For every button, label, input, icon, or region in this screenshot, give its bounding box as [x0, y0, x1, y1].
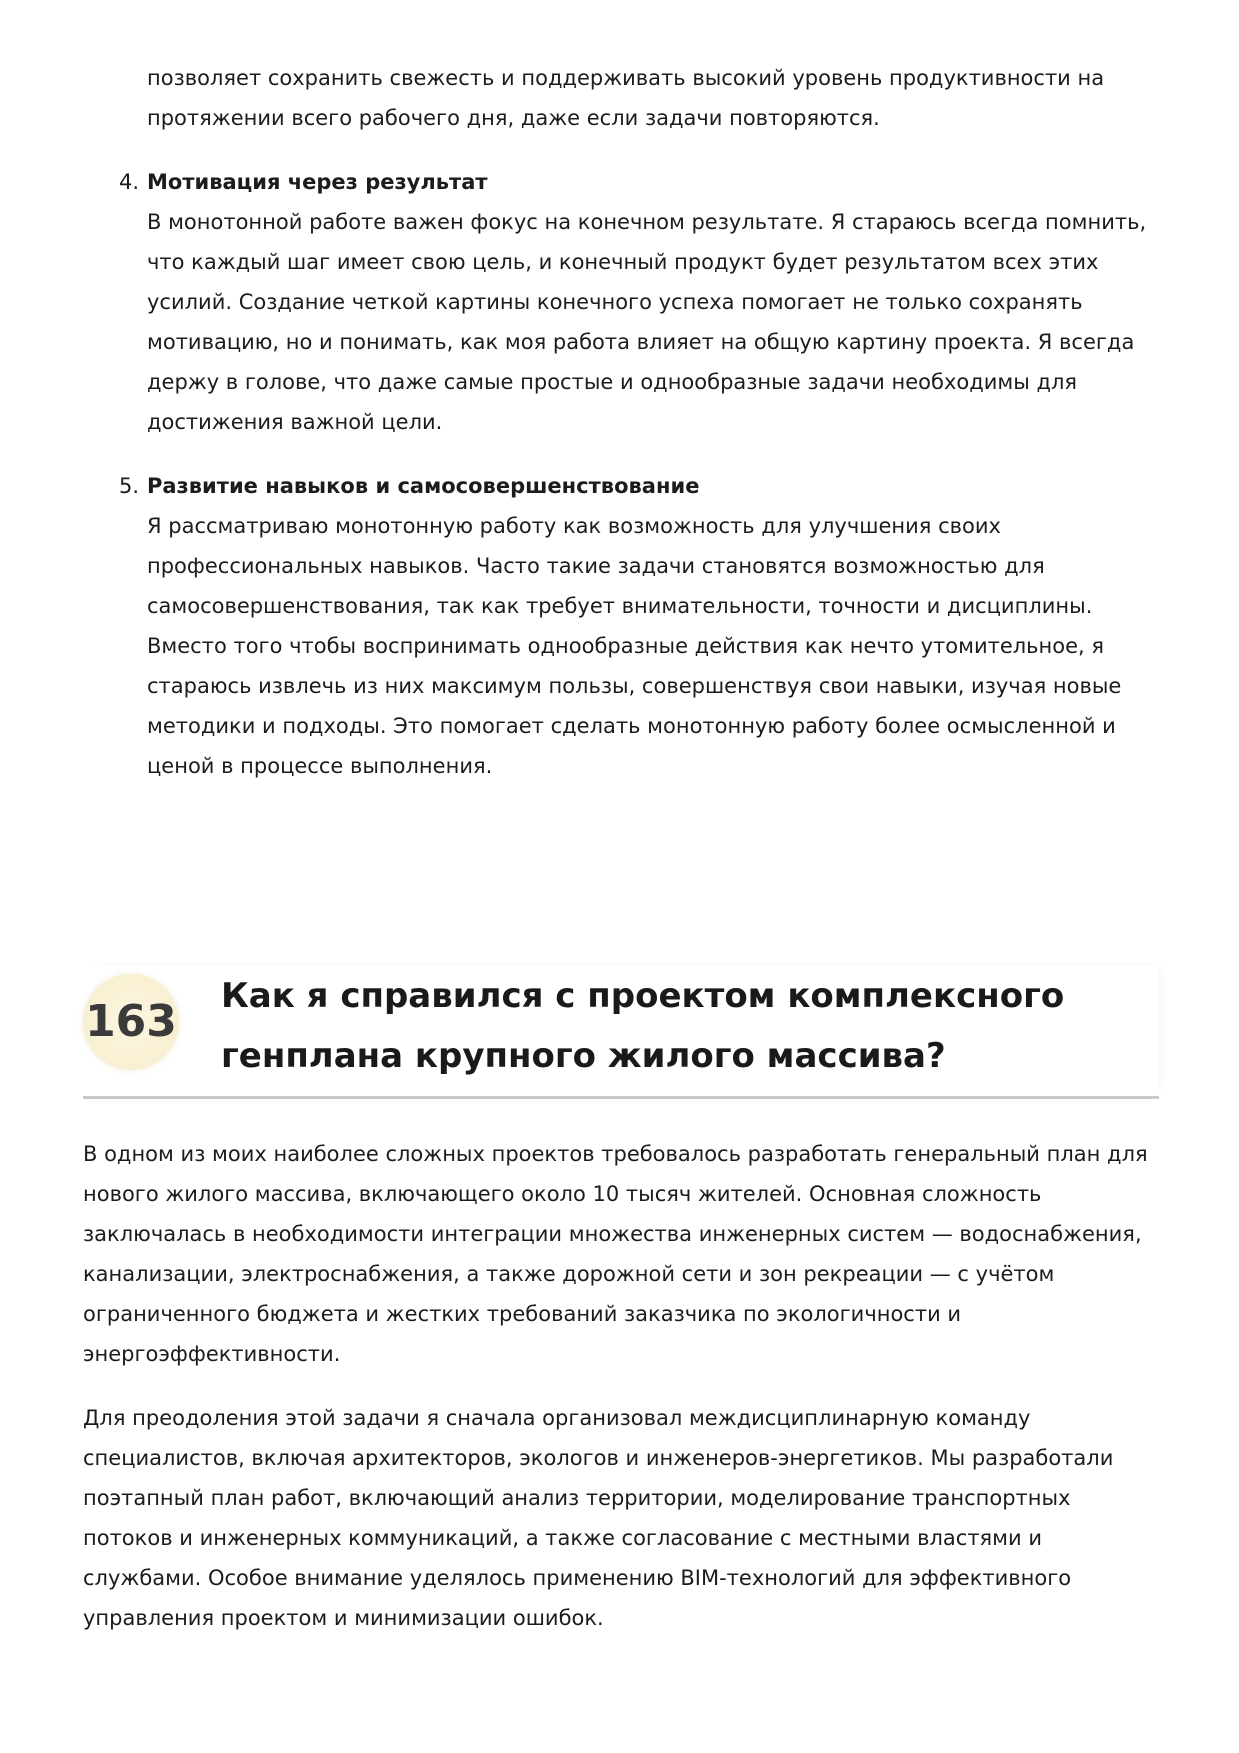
body-paragraph: Для преодоления этой задачи я сначала организовал междисциплинарную команду специалистов, включая архитекторов, экологов и инженеров-энергетиков. Мы разработали поэтапный план работ, включающий анализ территории, моделирование транспортных потоков и инженерных коммуникаций, а также согласование с местными властями и службами. Особое внимание уделялось применению BIM-технологий для эффективного управления проектом и минимизации ошибок.	[83, 1406, 1114, 1630]
list-item-text: В монотонной работе важен фокус на конечном результате. Я стараюсь всегда помнить, что каждый шаг имеет свою цель, и конечный продукт будет результатом всех этих усилий. Создание четкой картины конечного успеха помогает не только сохранять мотивацию, но и понимать, как моя работа влияет на общую картину проекта. Я всегда держу в голове, что даже самые простые и однообразные задачи необходимы для достижения важной цели.	[147, 210, 1147, 434]
section-header	[83, 966, 1159, 1099]
section-title: Как я справился с проектом комплексного генплана крупного жилого массива?	[221, 976, 1065, 1076]
list-item-title: Мотивация через результат	[147, 170, 488, 194]
list-item-number: 4.	[119, 170, 140, 194]
numbered-list	[119, 58, 1169, 786]
list-item-body	[147, 466, 1169, 786]
body-paragraph: В одном из моих наиболее сложных проектов требовалось разработать генеральный план для нового жилого массива, включающего около 10 тысяч жителей. Основная сложность заключалась в необходимости интеграции множества инженерных систем — водоснабжения, канализации, электроснабжения, а также дорожной сети и зон рекреации — с учётом ограниченного бюджета и жестких требований заказчика по экологичности и энергоэффективности.	[83, 1142, 1148, 1366]
list-item	[119, 466, 1169, 786]
list-item-continuation: позволяет сохранить свежесть и поддерживать высокий уровень продуктивности на протяжении всего рабочего дня, даже если задачи повторяются.	[147, 66, 1105, 130]
section-body	[83, 1134, 1163, 1662]
list-item-number: 5.	[119, 474, 140, 498]
list-item-body	[147, 162, 1169, 442]
list-item-title: Развитие навыков и самосовершенствование	[147, 474, 700, 498]
list-item	[119, 162, 1169, 442]
list-item-text: Я рассматриваю монотонную работу как возможность для улучшения своих профессиональных навыков. Часто такие задачи становятся возможностью для самосовершенствования, так как требует внимательности, точности и дисциплины. Вместо того чтобы воспринимать однообразные действия как нечто утомительное, я стараюсь извлечь из них максимум пользы, совершенствуя свои навыки, изучая новые методики и подходы. Это помогает сделать монотонную работу более осмысленной и ценой в процессе выполнения.	[147, 514, 1122, 778]
section-number-badge: 163	[83, 974, 179, 1070]
